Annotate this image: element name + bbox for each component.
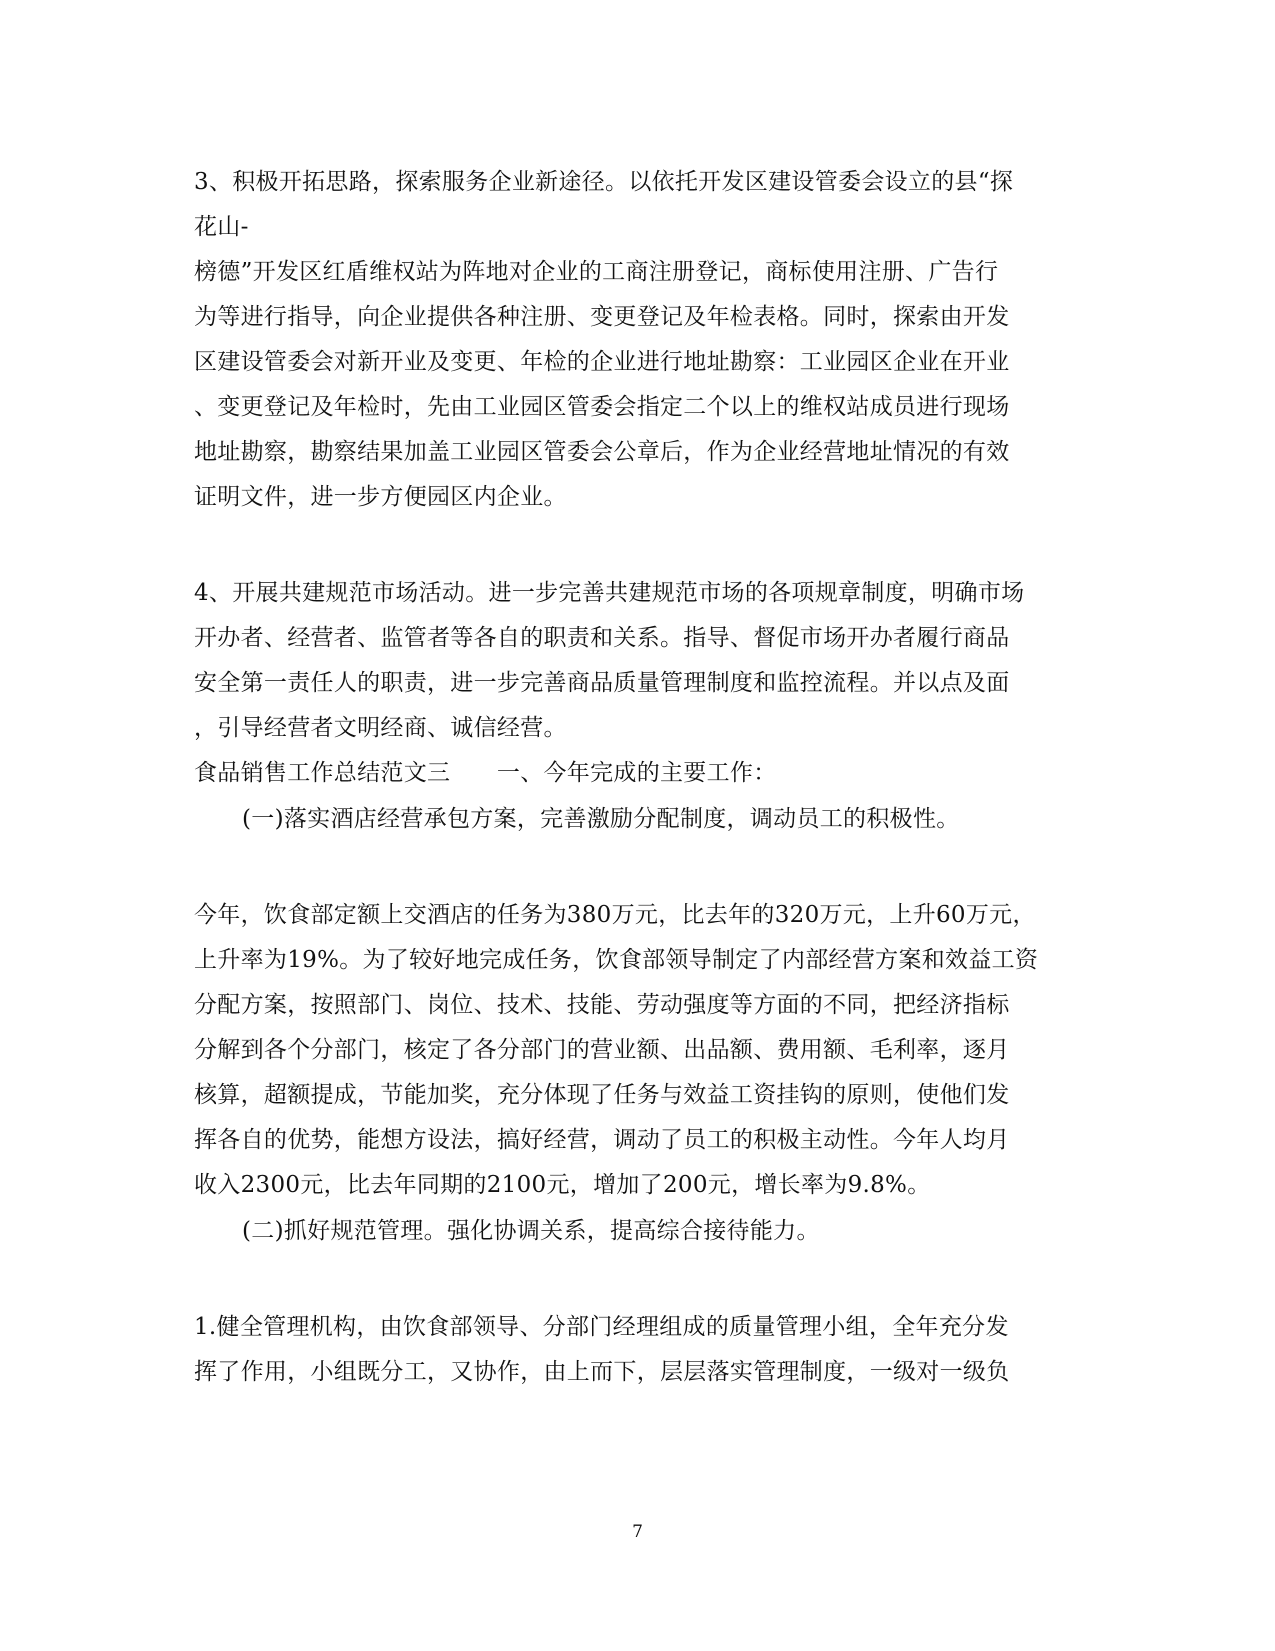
text-line: 、变更登记及年检时，先由工业园区管委会指定二个以上的维权站成员进行现场 — [194, 394, 1010, 420]
text-line: 榜德”开发区红盾维权站为阵地对企业的工商注册登记，商标使用注册、广告行 — [194, 259, 999, 285]
text-line: 开办者、经营者、监管者等各自的职责和关系。指导、督促市场开办者履行商品 — [194, 625, 1010, 651]
text-line: 挥各自的优势，能想方设法，搞好经营，调动了员工的积极主动性。今年人均月 — [194, 1127, 1010, 1153]
text-line: 上升率为19%。为了较好地完成任务，饮食部领导制定了内部经营方案和效益工资 — [194, 947, 1039, 973]
text-line: ，引导经营者文明经商、诚信经营。 — [194, 715, 567, 741]
text-line: 区建设管委会对新开业及变更、年检的企业进行地址勘察：工业园区企业在开业 — [194, 349, 1010, 375]
text-line: 为等进行指导，向企业提供各种注册、变更登记及年检表格。同时，探索由开发 — [194, 304, 1010, 330]
text-line: 今年，饮食部定额上交酒店的任务为380万元，比去年的320万元，上升60万元， — [194, 902, 1036, 928]
subsection-heading: (二)抓好规范管理。强化协调关系，提高综合接待能力。 — [242, 1218, 820, 1244]
text-line: 分解到各个分部门，核定了各分部门的营业额、出品额、费用额、毛利率，逐月 — [194, 1037, 1010, 1063]
section-heading: 食品销售工作总结范文三 一、今年完成的主要工作： — [194, 760, 777, 786]
text-line: 收入2300元，比去年同期的2100元，增加了200元，增长率为9.8%。 — [194, 1172, 931, 1198]
text-line: 安全第一责任人的职责，进一步完善商品质量管理制度和监控流程。并以点及面 — [194, 670, 1010, 696]
text-line: 地址勘察，勘察结果加盖工业园区管委会公章后，作为企业经营地址情况的有效 — [194, 439, 1010, 465]
text-line: 核算，超额提成，节能加奖，充分体现了任务与效益工资挂钩的原则，使他们发 — [194, 1082, 1010, 1108]
text-line: 3、积极开拓思路，探索服务企业新途径。以依托开发区建设管委会设立的县“探 — [194, 169, 1014, 195]
text-line: 4、开展共建规范市场活动。进一步完善共建规范市场的各项规章制度，明确市场 — [194, 580, 1025, 606]
text-line: 证明文件，进一步方便园区内企业。 — [194, 484, 567, 510]
page-number: 7 — [632, 1522, 643, 1542]
text-line: 1.健全管理机构，由饮食部领导、分部门经理组成的质量管理小组，全年充分发 — [194, 1314, 1009, 1340]
subsection-heading: (一)落实酒店经营承包方案，完善激励分配制度，调动员工的积极性。 — [242, 806, 960, 832]
text-line: 挥了作用，小组既分工，又协作，由上而下，层层落实管理制度，一级对一级负 — [194, 1359, 1010, 1385]
text-line: 分配方案，按照部门、岗位、技术、技能、劳动强度等方面的不同，把经济指标 — [194, 992, 1010, 1018]
text-line: 花山- — [194, 214, 249, 240]
